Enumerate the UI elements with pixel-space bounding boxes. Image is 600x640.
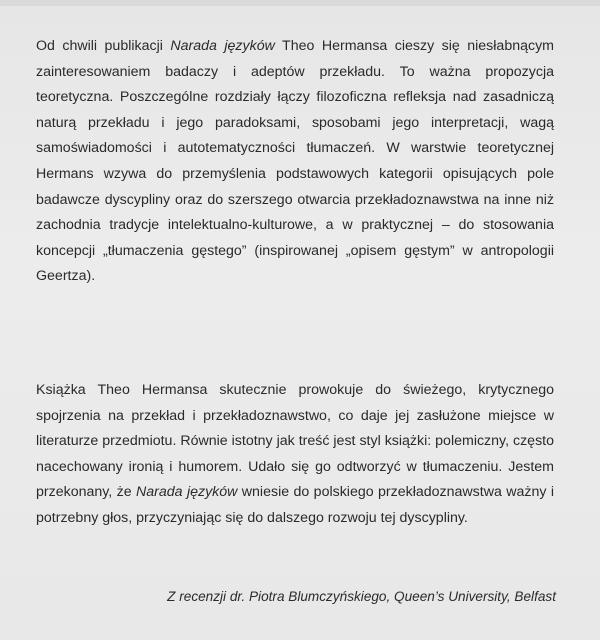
paragraph-2-text-start: Książka Theo Hermansa skutecznie prowokuje do świeżego, krytycznego spojrzenia na przekład i przekładoznawstwo, co daje jej zasłużone miejsce w literaturze przedmiotu. Równie istotny jak treść jest styl książki: polemiczny, często nacechowany ironią i humorem. Udało się go odtworzyć w tłumaczeniu. Jestem przekonany, że [36,382,554,501]
review-source: Z recenzji dr. Piotra Blumczyńskiego, Queen’s University, Belfast [167,589,556,604]
blurb-paragraph-2 [36,378,554,532]
paragraph-1-book-title: Narada języków [170,38,275,54]
paragraph-1-text-start: Od chwili publikacji [36,38,171,54]
blurb-paragraph-1 [36,34,554,290]
cover-top-edge [0,0,600,6]
paragraph-2-book-title: Narada języków [136,484,238,501]
paragraph-1-text-end: Theo Hermansa cieszy się niesłabnącym zainteresowaniem badaczy i adeptów przekładu. To ważna propozycja teoretyczna. Poszczególne rozdziały łączy filozoficzna refleksja nad zasadniczą naturą przekładu i jego paradoksami, sposobami jego interpretacji, wagą samoświadomości i autotematyczności tłumaczeń. W warstwie teoretycznej Hermans wzywa do przemyślenia podstawowych kategorii opisujących pole badawcze dyscypliny oraz do szerszego otwarcia przekładoznawstwa na inne niż zachodnia tradycje intelektualno-kulturowe, a w praktycznej – do stosowania koncepcji „tłumaczenia gęstego” (inspirowanej „opisem gęstym” w antropologii Geertza). [36,38,554,285]
paragraph-2-text-end: wniesie do polskiego przekładoznawstwa ważny i potrzebny głos, przyczyniając się do dalszego rozwoju tej dyscypliny. [36,484,554,526]
